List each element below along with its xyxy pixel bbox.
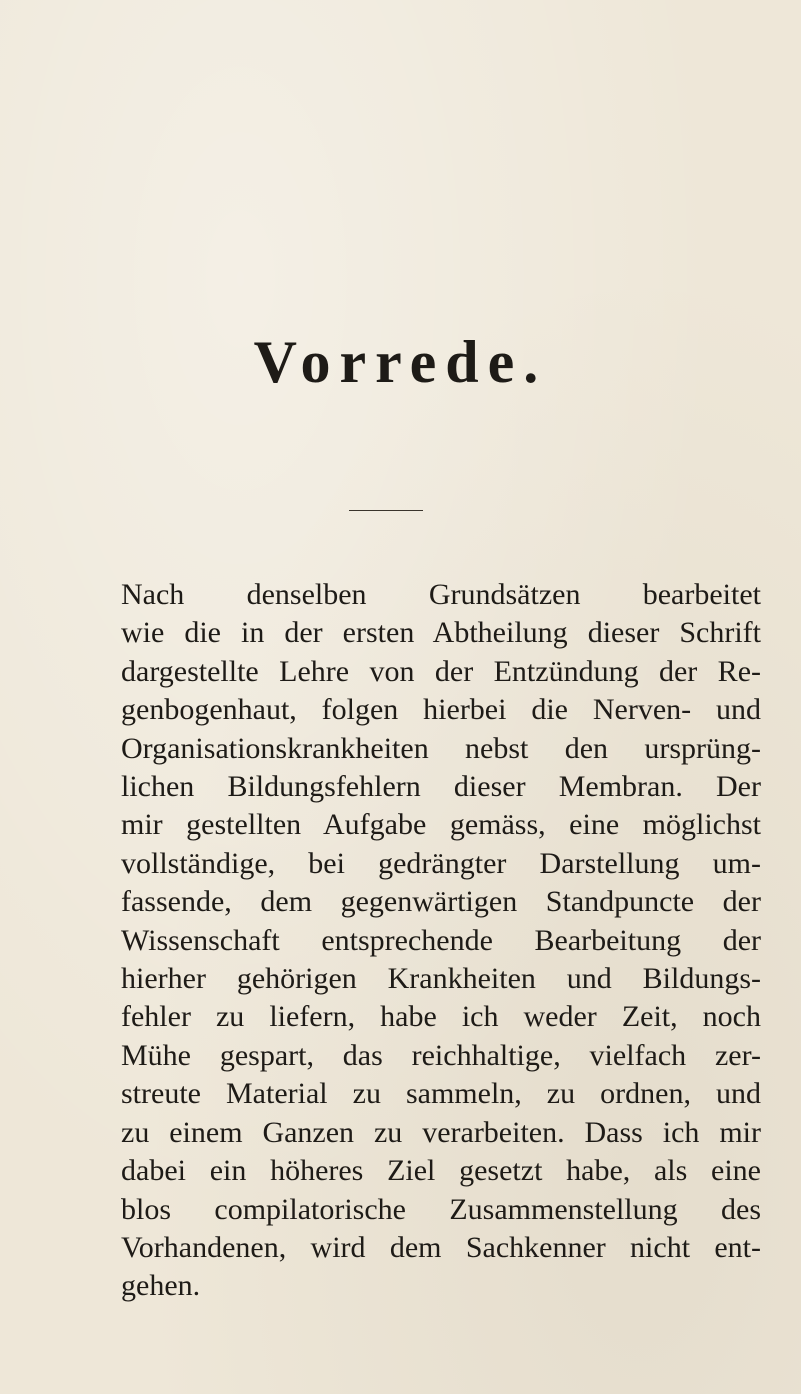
text-line: Mühe gespart, das reichhaltige, vielfach zer-: [121, 1038, 761, 1072]
text-line: Wissenschaft entsprechende Bearbeitung der: [121, 923, 761, 957]
text-line: mir gestellten Aufgabe gemäss, eine möglichst: [121, 808, 761, 842]
text-line: dargestellte Lehre von der Entzündung der Re-: [121, 654, 761, 688]
preface-paragraph: [121, 576, 761, 1306]
text-line: gehen.: [121, 1269, 201, 1303]
text-line: vollständige, bei gedrängter Darstellung um-: [121, 846, 761, 880]
text-line: lichen Bildungsfehlern dieser Membran. Der: [121, 770, 761, 804]
text-line: streute Material zu sammeln, zu ordnen, und: [121, 1077, 761, 1111]
text-line: Vorhandenen, wird dem Sachkenner nicht ent-: [121, 1230, 761, 1264]
text-line: fehler zu liefern, habe ich weder Zeit, noch: [121, 1000, 761, 1034]
text-line: genbogenhaut, folgen hierbei die Nerven- und: [121, 693, 761, 727]
text-line: Organisationskrankheiten nebst den ursprüng-: [121, 731, 761, 765]
text-line: wie die in der ersten Abtheilung dieser Schrift: [121, 616, 761, 650]
text-line: fassende, dem gegenwärtigen Standpuncte der: [121, 885, 761, 919]
text-line: dabei ein höheres Ziel gesetzt habe, als eine: [121, 1154, 761, 1188]
text-line: Nach denselben Grundsätzen bearbeitet: [121, 578, 761, 611]
title-divider: [349, 510, 423, 511]
page-title: Vorrede.: [253, 329, 548, 395]
text-line: blos compilatorische Zusammenstellung des: [121, 1192, 761, 1226]
text-line: zu einem Ganzen zu verarbeiten. Dass ich mir: [121, 1115, 761, 1149]
text-line: hierher gehörigen Krankheiten und Bildungs-: [121, 962, 761, 996]
